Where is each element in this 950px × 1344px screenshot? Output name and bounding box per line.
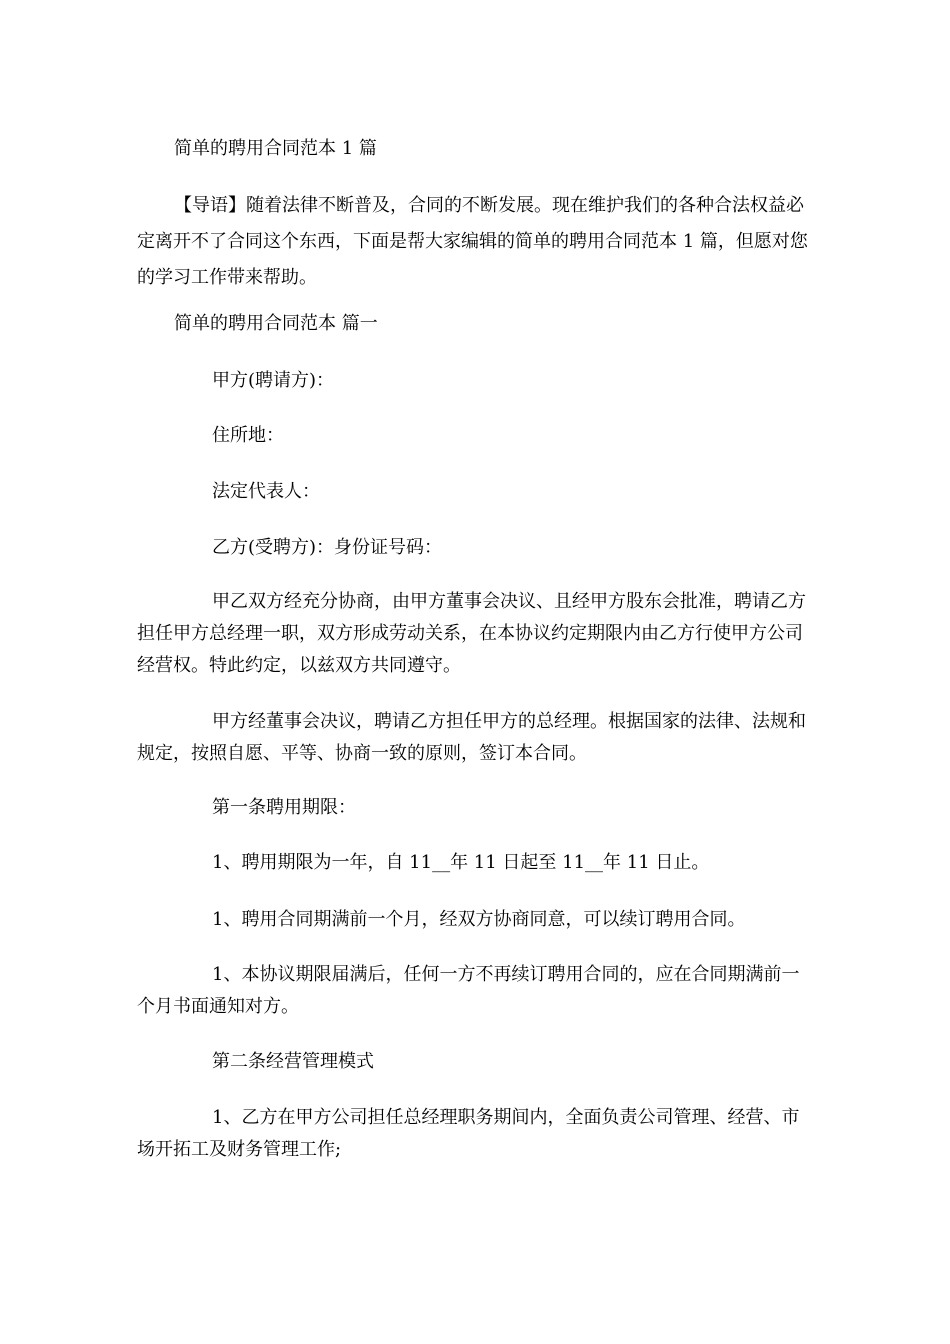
agreement-paragraph: 甲乙双方经充分协商，由甲方董事会决议、且经甲方股东会批准，聘请乙方担任甲方总经理一职，双方形成劳动关系，在本协议约定期限内由乙方行使甲方公司经营权。特此约定，以兹双方共同遵守。 — [137, 591, 806, 676]
party-b-line: 乙方(受聘方)：身份证号码： — [212, 537, 443, 558]
party-a-line: 甲方(聘请方)： — [212, 370, 335, 391]
article-1-item-3: 1、本协议期限届满后，任何一方不再续订聘用合同的，应在合同期满前一个月书面通知对方。 — [137, 964, 800, 1017]
intro-paragraph: 【导语】随着法律不断普及，合同的不断发展。现在维护我们的各种合法权益必定离开不了合同这个东西，下面是帮大家编辑的简单的聘用合同范本 1 篇，但愿对您的学习工作带来帮助。 — [137, 195, 808, 288]
article-2-title: 第二条经营管理模式 — [212, 1051, 374, 1072]
legal-rep-line: 法定代表人： — [212, 481, 320, 502]
article-2-item-1: 1、乙方在甲方公司担任总经理职务期间内，全面负责公司管理、经营、市场开拓工及财务管理工作; — [137, 1107, 800, 1160]
article-1-item-2: 1、聘用合同期满前一个月，经双方协商同意，可以续订聘用合同。 — [212, 909, 746, 930]
article-1-item-1: 1、聘用期限为一年，自 11__年 11 日起至 11__年 11 日止。 — [212, 852, 710, 873]
section-title: 简单的聘用合同范本 篇一 — [174, 313, 378, 334]
resolution-paragraph: 甲方经董事会决议，聘请乙方担任甲方的总经理。根据国家的法律、法规和规定，按照自愿、平等、协商一致的原则，签订本合同。 — [137, 711, 806, 764]
address-line: 住所地： — [212, 425, 284, 446]
document-title: 简单的聘用合同范本 1 篇 — [174, 138, 377, 159]
article-1-title: 第一条聘用期限： — [212, 797, 356, 818]
